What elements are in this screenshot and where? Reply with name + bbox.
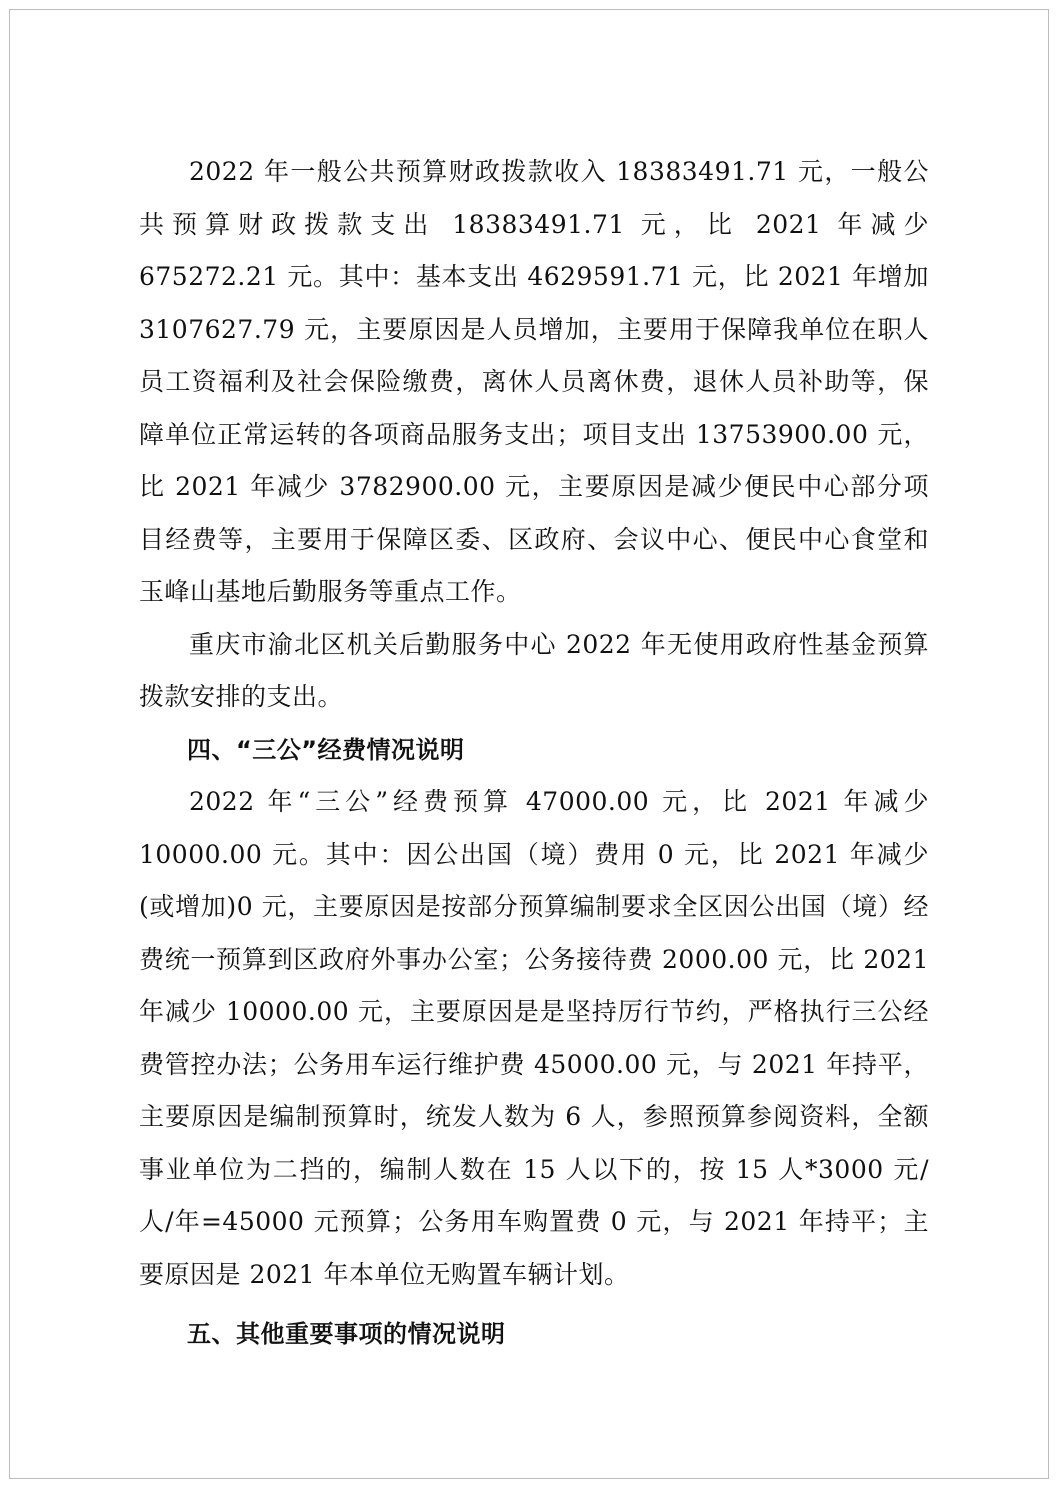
paragraph-general-budget: 2022 年一般公共预算财政拨款收入 18383491.71 元，一般公共预算财政拨款支出 18383491.71 元，比 2021 年减少 675272.21 元。其中：基本支出 4629591.71 元，比 2021 年增加 3107627.79 元，主要原因是人员增加，主要用于保障我单位在职人员工资福利及社会保险缴费，离休人员离休费，退休人员补助等，保障单位正常运转的各项商品服务支出；项目支出 13753900.00 元，比 2021 年减少 3782900.00 元，主要原因是减少便民中心部分项目经费等，主要用于保障区委、区政府、会议中心、便民中心食堂和玉峰山基地后勤服务等重点工作。: [139, 157, 929, 606]
document-page: [9, 9, 1049, 1479]
section-heading-other-matters: 五、其他重要事项的情况说明: [187, 1320, 506, 1348]
section-heading-three-public-expenses: 四、“三公”经费情况说明: [187, 735, 465, 764]
document-body: [139, 146, 929, 1361]
paragraph-three-public-expenses: 2022 年“三公”经费预算 47000.00 元，比 2021 年减少 10000.00 元。其中：因公出国（境）费用 0 元，比 2021 年减少(或增加)0 元，主要原因是按部分预算编制要求全区因公出国（境）经费统一预算到区政府外事办公室；公务接待费 2000.00 元，比 2021 年减少 10000.00 元，主要原因是是坚持厉行节约，严格执行三公经费管控办法；公务用车运行维护费 45000.00 元，与 2021 年持平，主要原因是编制预算时，统发人数为 6 人，参照预算参阅资料，全额事业单位为二挡的，编制人数在 15 人以下的，按 15 人*3000 元/人/年=45000 元预算；公务用车购置费 0 元，与 2021 年持平；主要原因是 2021 年本单位无购置车辆计划。: [139, 787, 929, 1289]
paragraph-government-fund: 重庆市渝北区机关后勤服务中心 2022 年无使用政府性基金预算拨款安排的支出。: [139, 629, 929, 711]
